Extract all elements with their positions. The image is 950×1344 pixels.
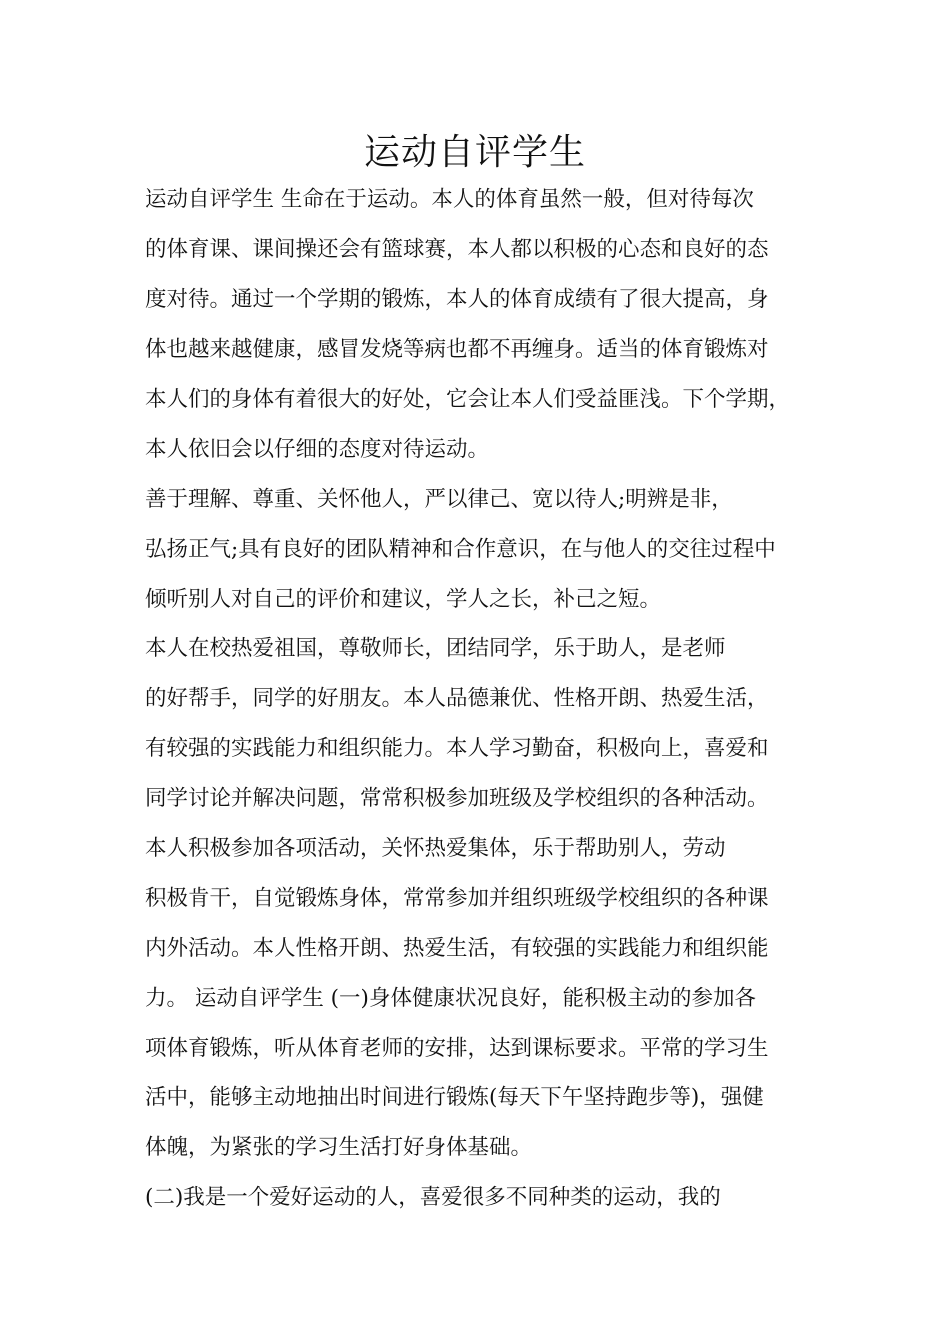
body-line: 的好帮手，同学的好朋友。本人品德兼优、性格开朗、热爱生活，	[145, 686, 769, 711]
body-line: 活中，能够主动地抽出时间进行锻炼(每天下午坚持跑步等)，强健	[145, 1085, 764, 1110]
body-line: 本人在校热爱祖国，尊敬师长，团结同学，乐于助人，是老师	[145, 636, 726, 661]
body-line: 积极肯干，自觉锻炼身体，常常参加并组织班级学校组织的各种课	[145, 886, 769, 911]
body-line: 本人们的身体有着很大的好处，它会让本人们受益匪浅。下个学期，	[145, 387, 791, 412]
body-line: 体魄，为紧张的学习生活打好身体基础。	[145, 1135, 533, 1160]
body-line: 有较强的实践能力和组织能力。本人学习勤奋，积极向上，喜爱和	[145, 736, 769, 761]
body-line: 力。 运动自评学生 (一)身体健康状况良好，能积极主动的参加各	[145, 986, 756, 1011]
body-line: 项体育锻炼，听从体育老师的安排，达到课标要求。平常的学习生	[145, 1036, 769, 1061]
body-line: 体也越来越健康，感冒发烧等病也都不再缠身。适当的体育锻炼对	[145, 337, 769, 362]
body-line: 倾听别人对自己的评价和建议，学人之长，补己之短。	[145, 587, 662, 612]
body-line: 本人积极参加各项活动，关怀热爱集体，乐于帮助别人，劳动	[145, 836, 726, 861]
body-line: 内外活动。本人性格开朗、热爱生活，有较强的实践能力和组织能	[145, 936, 769, 961]
body-line: 的体育课、课间操还会有篮球赛，本人都以积极的心态和良好的态	[145, 237, 769, 262]
document-title: 运动自评学生	[363, 132, 586, 173]
body-line: 弘扬正气;具有良好的团队精神和合作意识，在与他人的交往过程中	[145, 537, 776, 562]
body-line: (二)我是一个爱好运动的人，喜爱很多不同种类的运动，我的	[145, 1185, 721, 1210]
body-line: 善于理解、尊重、关怀他人，严以律己、宽以待人;明辨是非，	[145, 487, 733, 512]
body-line: 度对待。通过一个学期的锻炼，本人的体育成绩有了很大提高，身	[145, 287, 769, 312]
body-line: 同学讨论并解决问题，常常积极参加班级及学校组织的各种活动。	[145, 786, 769, 811]
body-line: 本人依旧会以仔细的态度对待运动。	[145, 437, 490, 462]
body-line: 运动自评学生 生命在于运动。本人的体育虽然一般，但对待每次	[145, 187, 754, 212]
